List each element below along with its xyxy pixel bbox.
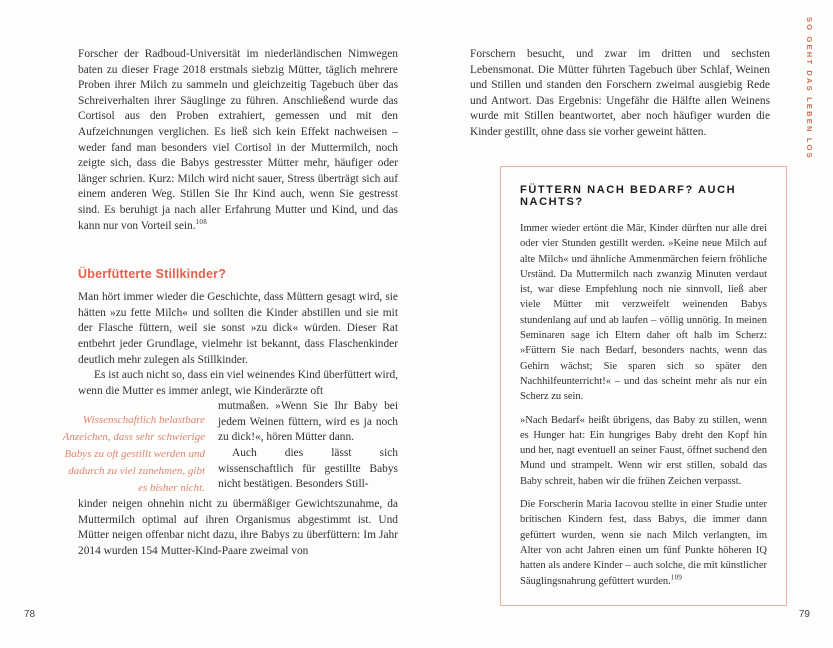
page-number-right: 79 — [798, 609, 810, 620]
right-text-column — [470, 47, 770, 141]
infobox-title: FÜTTERN NACH BEDARF? AUCH NACHTS? — [520, 184, 737, 208]
left-text-column — [62, 47, 398, 560]
pullquote-row — [60, 399, 398, 497]
footnote-ref-108: 108 — [195, 217, 207, 226]
infobox-paragraph-text: Die Forscherin Maria Iacovou stellte in einer Studie unter britischen Kindern fest, dass Babys, die immer dann gefüttert wurden, wenn sie nach Milch verlangten, im Alter von acht Jahren einen um fünf Punkte höheren IQ hatten als andere Kinder – auch solche, die mit künstlicher Säuglingsnahrung gefüttert wurden. — [520, 499, 767, 587]
infobox-paragraph-2: »Nach Bedarf« heißt übrigens, das Baby zu stillen, wenn es Hunger hat: Ein hungriges Baby dreht den Kopf hin und her, nagt eventuell an seiner Faust, öffnet suchend den Mund und strampelt. Wenn wir erst stillen, sobald das Baby schreit, haben wir die frühen Zeichen verpasst. — [520, 414, 767, 487]
paragraph-text: Forscher der Radboud-Universität im niederländischen Nimwegen baten zu dieser Frage 2018 erstmals siebzig Mütter, täglich mehrere Proben ihrer Milch zu sammeln und gleichzeitig Tagebuch über das Schreiverhalten ihrer Säuglinge zu führen. Anschließend wurde das Cortisol aus den Proben extrahiert, gemessen und mit den Aufzeichnungen verglichen. Es ließ sich kein Effekt nachweisen – weder fand man besonders viel Cortisol in der Muttermilch, noch zeigte sich, dass die Babys gestresster Mütter mehr, häufiger oder länger schrien. Kurz: Milch wird nicht sauer, Stress überträgt sich auf einem anderen Weg. Stillen Sie Ihr Kind auch, wenn Sie gestresst sind. Es beruhigt ja nach aller Erfahrung Mutter und Kind, und das kann nur von Vorteil sein. — [78, 48, 398, 232]
paragraph-tagebuch-studie: Forschern besucht, und zwar im dritten und sechsten Lebensmonat. Die Mütter führten Tagebuch über Schlaf, Weinen und Stillen und standen den Forschern zweimal ausgiebig Rede und Antwort. Das Ergebnis: Ungefähr die Hälfte allen Weinens wurde mit Stillen beantwortet, aber noch häufiger wurden die Kinder gestillt, ohne dass sie vorher geweint hätten. — [470, 48, 770, 138]
infobox-paragraph-3 — [520, 497, 767, 589]
paragraph-ueberfuettert-intro: Es ist auch nicht so, dass ein viel weinendes Kind überfüttert wird, wenn die Mutter es immer anlegt, wie Kinderärzte oft — [78, 369, 398, 397]
paragraph-cortisol-study — [78, 47, 398, 234]
narrow-text-column — [218, 399, 398, 493]
paragraph-gewichtszunahme: kinder neigen ohnehin nicht zu übermäßiger Gewichtszunahme, da Muttermilch optimal auf ihren Organismus abgestimmt ist. Und Mütter neigen offenbar nicht dazu, ihre Babys zu überfüttern: Im Jahr 2014 wurden 154 Mutter-Kind-Paare zweimal von — [78, 498, 398, 558]
page-number-left: 78 — [24, 609, 36, 620]
paragraph-fette-milch: Man hört immer wieder die Geschichte, dass Müttern gesagt wird, sie hätten »zu fette Milch« und sollten die Kinder abstillen und sie mit der Flasche füttern, weil sie sonst »zu dick« würden. Dieser Rat entbehrt jeder Grundlage, vielmehr ist bekannt, dass Flaschenkinder deutlich mehr zulegen als Stillkinder. — [78, 291, 398, 366]
chapter-running-header: SO GEHT DAS LEBEN LOS — [805, 17, 814, 160]
section-heading: Überfütterte Stillkinder? — [78, 267, 227, 282]
footnote-ref-109: 109 — [670, 573, 683, 582]
infobox-fuettern-nach-bedarf — [500, 166, 787, 606]
infobox-paragraph-1: Immer wieder ertönt die Mär, Kinder dürften nur alle drei oder vier Stunden gestillt werden. »Keine neue Milch auf alte Milch« und ähnliche Ammenmärchen feiern fröhliche Urständ. Da Muttermilch nach zwanzig Minuten verdaut ist, war diese Empfehlung noch nie sinnvoll, ließ aber viele Mütter mit verzweifelt weinenden Babys stundenlang auf und ab laufen – völlig unnötig. In meinen Seminaren sage ich Eltern daher oft halb im Scherz: »Füttern Sie nach Bedarf, besonders nachts, wenn das Gehirn wächst; Sie sparen sich so später den Nachhilfeunterricht!« – und das scheint mehr als nur ein Scherz zu sein. — [520, 223, 767, 403]
pullquote: Wissenschaftlich belastbare Anzeichen, dass sehr schwierige Babys zu oft gestillt werden und dadurch zu viel zunehmen, gibt es bisher nicht. — [62, 414, 205, 495]
paragraph-narrow-b: Auch dies lässt sich wissenschaftlich für gestillte Babys nicht bestätigen. Besonders Still- — [218, 447, 398, 491]
paragraph-narrow-a: mutmaßen. »Wenn Sie Ihr Baby bei jedem Weinen füttern, wird es ja noch zu dick!«, hören Mütter dann. — [218, 400, 398, 444]
